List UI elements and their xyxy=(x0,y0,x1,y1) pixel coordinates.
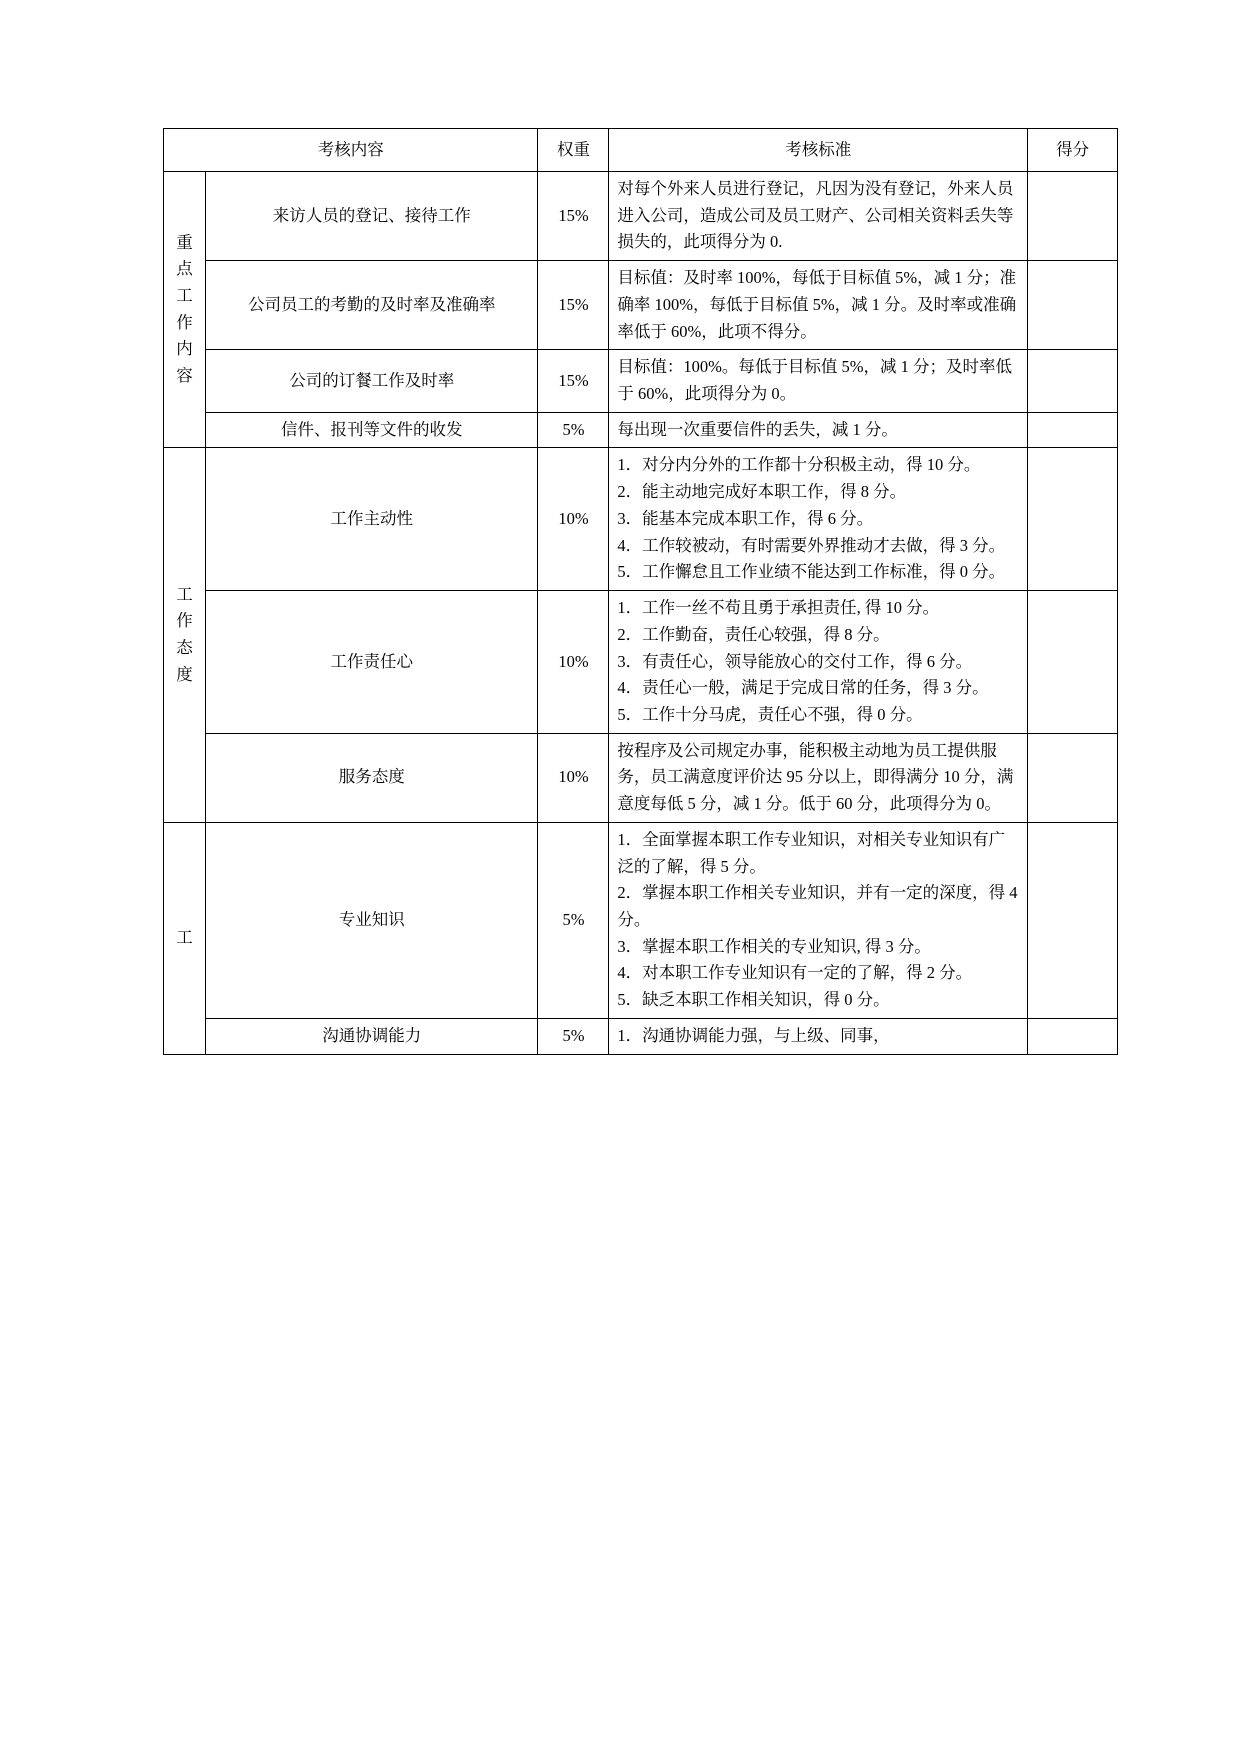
item-score[interactable] xyxy=(1028,1018,1118,1054)
item-score[interactable] xyxy=(1028,591,1118,734)
category-label-key-work xyxy=(164,172,206,448)
table-header xyxy=(164,129,1118,172)
standard-line: 2．能主动地完成好本职工作，得 8 分。 xyxy=(617,482,907,502)
table-body xyxy=(164,172,1118,1055)
header-score: 得分 xyxy=(1028,129,1118,172)
table-row xyxy=(164,822,1118,1018)
item-name: 专业知识 xyxy=(206,822,538,1018)
standard-line: 1．工作一丝不苟且勇于承担责任, 得 10 分。 xyxy=(617,598,940,618)
standard-line: 按程序及公司规定办事，能积极主动地为员工提供服务，员工满意度评价达 95 分以上，即得满分 10 分，满意度每低 5 分，减 1 分。低于 60 分，此项得分为 0。 xyxy=(617,740,1014,814)
item-standard xyxy=(609,591,1028,734)
standard-line: 2．工作勤奋，责任心较强，得 8 分。 xyxy=(617,624,890,644)
standard-line: 5．工作十分马虎，责任心不强，得 0 分。 xyxy=(617,704,923,724)
category-label-work-ability xyxy=(164,822,206,1054)
standard-line: 4．对本职工作专业知识有一定的了解，得 2 分。 xyxy=(617,963,973,983)
item-weight: 10% xyxy=(538,448,609,591)
standard-line: 1．对分内分外的工作都十分积极主动，得 10 分。 xyxy=(617,455,981,475)
standard-line: 1．全面掌握本职工作专业知识，对相关专业知识有广泛的了解，得 5 分。 xyxy=(617,829,1006,876)
item-weight: 10% xyxy=(538,733,609,822)
table-row xyxy=(164,412,1118,448)
table-row xyxy=(164,1018,1118,1054)
item-score[interactable] xyxy=(1028,448,1118,591)
item-score[interactable] xyxy=(1028,733,1118,822)
item-name: 工作主动性 xyxy=(206,448,538,591)
category-label-text: 重点工作内容 xyxy=(176,232,193,386)
table-row xyxy=(164,733,1118,822)
item-weight: 15% xyxy=(538,261,609,350)
standard-line: 5．缺乏本职工作相关知识，得 0 分。 xyxy=(617,990,890,1010)
header-content: 考核内容 xyxy=(164,129,538,172)
header-standard: 考核标准 xyxy=(609,129,1028,172)
item-name: 沟通协调能力 xyxy=(206,1018,538,1054)
category-label-work-attitude xyxy=(164,448,206,822)
item-standard xyxy=(609,350,1028,412)
item-weight: 5% xyxy=(538,822,609,1018)
item-score[interactable] xyxy=(1028,412,1118,448)
item-weight: 15% xyxy=(538,172,609,261)
item-score[interactable] xyxy=(1028,261,1118,350)
assessment-table xyxy=(163,128,1118,1055)
standard-line: 4．责任心一般，满足于完成日常的任务，得 3 分。 xyxy=(617,678,989,698)
standard-line: 每出现一次重要信件的丢失，减 1 分。 xyxy=(617,419,898,439)
standard-line: 3．掌握本职工作相关的专业知识, 得 3 分。 xyxy=(617,936,931,956)
item-weight: 15% xyxy=(538,350,609,412)
item-name: 公司员工的考勤的及时率及准确率 xyxy=(206,261,538,350)
item-standard xyxy=(609,822,1028,1018)
item-standard xyxy=(609,733,1028,822)
table-row xyxy=(164,261,1118,350)
item-name: 信件、报刊等文件的收发 xyxy=(206,412,538,448)
table-row xyxy=(164,448,1118,591)
item-standard xyxy=(609,1018,1028,1054)
item-weight: 10% xyxy=(538,591,609,734)
item-score[interactable] xyxy=(1028,172,1118,261)
standard-line: 2．掌握本职工作相关专业知识，并有一定的深度，得 4 分。 xyxy=(617,883,1018,929)
standard-line: 5．工作懈怠且工作业绩不能达到工作标准，得 0 分。 xyxy=(617,562,1006,582)
item-name: 服务态度 xyxy=(206,733,538,822)
category-label-text: 工 xyxy=(176,927,193,947)
standard-line: 目标值：100%。每低于目标值 5%，减 1 分；及时率低于 60%，此项得分为 0。 xyxy=(617,357,1013,404)
standard-line: 对每个外来人员进行登记，凡因为没有登记，外来人员进入公司，造成公司及员工财产、公司相关资料丢失等损失的，此项得分为 0. xyxy=(617,179,1014,252)
standard-line: 目标值：及时率 100%，每低于目标值 5%，减 1 分；准确率 100%，每低于目标值 5%，减 1 分。及时率或准确率低于 60%，此项不得分。 xyxy=(617,268,1017,341)
item-weight: 5% xyxy=(538,1018,609,1054)
item-score[interactable] xyxy=(1028,350,1118,412)
table-row xyxy=(164,350,1118,412)
item-name: 公司的订餐工作及时率 xyxy=(206,350,538,412)
item-standard xyxy=(609,261,1028,350)
item-standard xyxy=(609,448,1028,591)
standard-line: 3．有责任心，领导能放心的交付工作，得 6 分。 xyxy=(617,651,973,671)
table-row xyxy=(164,172,1118,261)
category-label-text: 工作态度 xyxy=(176,584,193,684)
header-weight: 权重 xyxy=(538,129,609,172)
item-weight: 5% xyxy=(538,412,609,448)
item-standard xyxy=(609,412,1028,448)
standard-line: 4．工作较被动，有时需要外界推动才去做，得 3 分。 xyxy=(617,535,1006,555)
item-name: 来访人员的登记、接待工作 xyxy=(206,172,538,261)
item-score[interactable] xyxy=(1028,822,1118,1018)
standard-line: 1．沟通协调能力强，与上级、同事， xyxy=(617,1025,890,1045)
header-row xyxy=(164,129,1118,172)
table-row xyxy=(164,591,1118,734)
standard-line: 3．能基本完成本职工作，得 6 分。 xyxy=(617,508,874,528)
item-standard xyxy=(609,172,1028,261)
item-name: 工作责任心 xyxy=(206,591,538,734)
